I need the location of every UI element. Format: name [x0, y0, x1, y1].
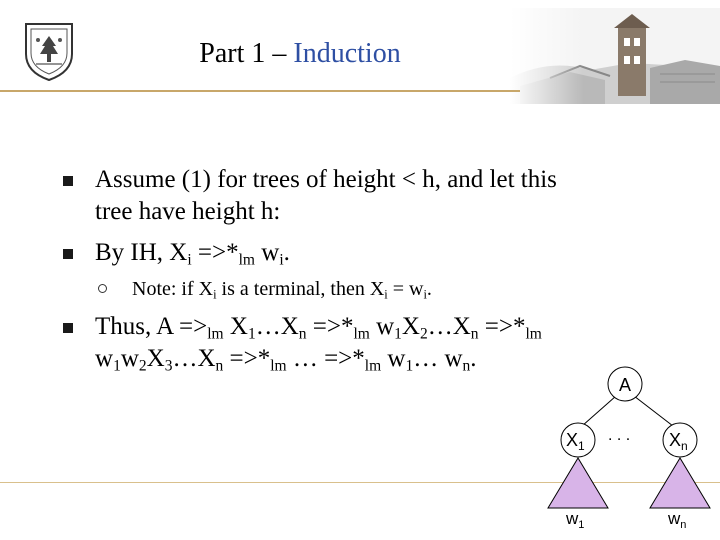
subtree-triangle-n: [650, 458, 710, 508]
thus-line-2: $w_1w_2X_3\dots X_n =>*_{lm}$ … $=>*_{lm}$ $w_1\dots$ $w_n$.: [95, 345, 477, 375]
edge-root-x1: [582, 396, 616, 426]
bullet-2-text: By IH, $X_i =>*_{lm}$ $w_i$.: [95, 239, 290, 269]
leaf-wn-label: $w_n$: [668, 509, 687, 531]
edge-root-xn: [634, 396, 673, 426]
bullet-1-line-1: Assume (1) for trees of height < h, and let this: [95, 166, 557, 193]
thus-line-1: Thus, $A =>_{lm}$ $X_1\dots X_n =>*_{lm}$ $w_1X_2\dots X_n =>*_{lm}$: [95, 313, 542, 343]
ellipsis-label: . . .: [608, 427, 631, 444]
title-accent: Induction: [293, 38, 401, 69]
leaf-w1-label: $w_1$: [566, 509, 585, 531]
bullet-1-line-2: tree have height h:: [95, 198, 281, 225]
title-prefix: Part 1 –: [199, 38, 294, 69]
node-x1-label: $X_1$: [566, 430, 585, 453]
sub-bullet-text: Note: if $X_i$ is a terminal, then $X_i = w_i$.: [132, 278, 432, 302]
node-xn-label: $X_n$: [669, 430, 688, 453]
node-root-label: A: [619, 375, 632, 395]
subtree-triangle-1: [548, 458, 608, 508]
